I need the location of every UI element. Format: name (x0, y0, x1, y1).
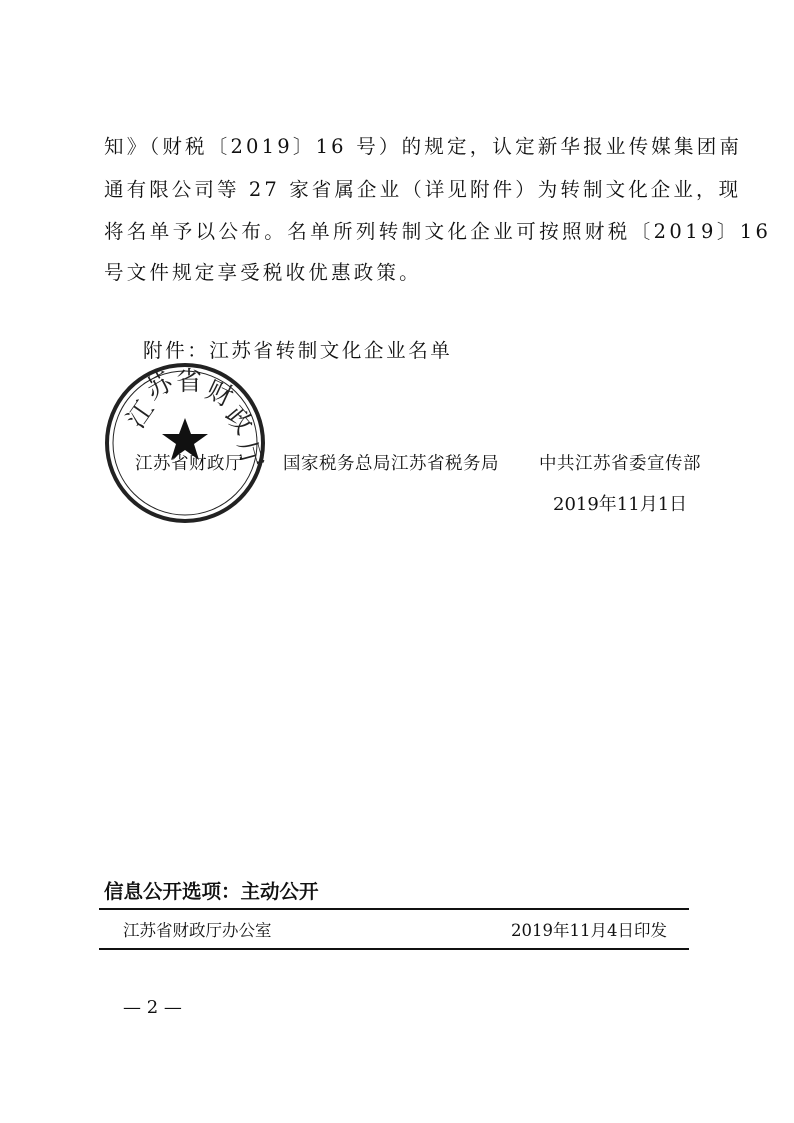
disclosure-option: 信息公开选项：主动公开 (104, 880, 319, 903)
issued-date: 2019年11月4日印发 (511, 921, 667, 940)
official-seal-icon (100, 358, 270, 528)
signed-date: 2019年11月1日 (553, 494, 688, 515)
svg-text:政: 政 (218, 401, 259, 441)
svg-text:财: 财 (201, 375, 238, 414)
svg-text:省: 省 (176, 367, 203, 397)
signatory-finance-dept: 江苏省财政厅 (135, 454, 243, 474)
footer-bottom-rule (99, 948, 689, 950)
svg-text:江: 江 (121, 395, 161, 435)
page-number: — 2 — (123, 997, 182, 1018)
signatory-propaganda-dept: 中共江苏省委宣传部 (539, 454, 701, 474)
attachment-note: 附件：江苏省转制文化企业名单 (143, 339, 453, 362)
issuing-office: 江苏省财政厅办公室 (123, 921, 272, 940)
body-line-3: 将名单予以公布。名单所列转制文化企业可按照财税〔2019〕16 (104, 220, 772, 243)
svg-text:苏: 苏 (140, 367, 179, 407)
footer-top-rule (99, 908, 689, 910)
signatory-tax-bureau: 国家税务总局江苏省税务局 (283, 454, 499, 474)
body-line-2: 通有限公司等 27 家省属企业（详见附件）为转制文化企业，现 (104, 178, 742, 201)
body-line-1: 知》（财税〔2019〕16 号）的规定，认定新华报业传媒集团南 (104, 135, 743, 158)
body-line-4: 号文件规定享受税收优惠政策。 (104, 261, 422, 284)
svg-text:厅: 厅 (231, 438, 267, 471)
